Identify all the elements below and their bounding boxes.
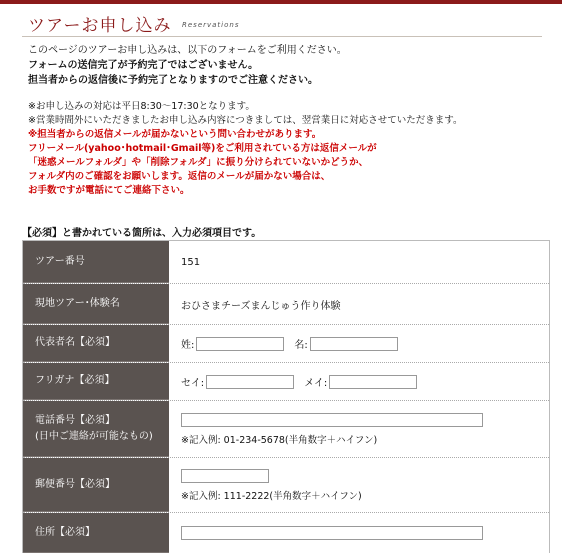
row-rep-name <box>23 325 549 363</box>
address-input[interactable] <box>181 526 483 540</box>
row-postal <box>23 458 549 513</box>
header-divider <box>22 36 542 37</box>
furigana-label: フリガナ【必須】 <box>23 363 169 400</box>
tour-number-value: 151 <box>181 256 201 268</box>
postal-hint: ※記入例: 111-2222(半角数字＋ハイフン) <box>181 490 362 502</box>
notes-block <box>28 100 548 198</box>
intro-line-3: 担当者からの返信後に予約完了となりますのでご注意ください。 <box>28 75 318 86</box>
note-hours: ※お申し込みの対応は平日8:30〜17:30となります。 <box>28 101 255 112</box>
tour-name-value: おひさまチーズまんじゅう作り体験 <box>181 300 341 312</box>
first-name-kana-input[interactable] <box>329 375 417 389</box>
warning-line-4: フォルダ内のご確認をお願いします。返信のメールが届かない場合は、 <box>28 171 331 182</box>
top-accent-bar <box>0 0 562 4</box>
phone-input[interactable] <box>181 413 483 427</box>
intro-text <box>28 43 548 88</box>
warning-line-1: ※担当者からの返信メールが届かないという問い合わせがあります。 <box>28 129 322 140</box>
address-label: 住所【必須】 <box>23 513 169 553</box>
last-name-input[interactable] <box>196 337 284 351</box>
first-name-input[interactable] <box>310 337 398 351</box>
row-tour-number <box>23 241 549 284</box>
note-after-hours: ※営業時間外にいただきましたお申し込み内容につきましては、翌営業日に対応させていただきます。 <box>28 115 463 126</box>
reservation-form <box>22 240 550 553</box>
tour-name-label: 現地ツアー･体験名 <box>23 284 169 324</box>
intro-line-2: フォームの送信完了が予約完了ではございません。 <box>28 60 259 71</box>
page-title: ツアーお申し込み <box>28 16 172 36</box>
mei-kana-label: メイ: <box>304 378 328 389</box>
row-furigana <box>23 363 549 401</box>
tour-number-label: ツアー番号 <box>23 241 169 283</box>
row-phone <box>23 401 549 458</box>
warning-line-2: フリーメール(yahoo･hotmail･Gmail等)をご利用されている方は返信メールが <box>28 143 377 154</box>
phone-hint: ※記入例: 01-234-5678(半角数字＋ハイフン) <box>181 434 378 446</box>
row-tour-name <box>23 284 549 325</box>
sei-kana-label: セイ: <box>181 378 205 389</box>
page-subtitle: Reservations <box>182 21 240 29</box>
phone-label: 電話番号【必須】 <box>35 414 115 426</box>
last-name-kana-input[interactable] <box>206 375 294 389</box>
sei-label: 姓: <box>181 340 195 351</box>
mei-label: 名: <box>294 340 308 351</box>
row-address <box>23 513 549 553</box>
phone-sublabel: (日中ご連絡が可能なもの) <box>35 430 153 442</box>
warning-line-5: お手数ですが電話にてご連絡下さい。 <box>28 185 190 196</box>
postal-label: 郵便番号【必須】 <box>23 458 169 512</box>
rep-name-label: 代表者名【必須】 <box>23 325 169 362</box>
warning-line-3: 「迷惑メールフォルダ」や「削除フォルダ」に振り分けられていないかどうか、 <box>28 157 369 168</box>
intro-line-1: このページのツアーお申し込みは、以下のフォームをご利用ください。 <box>28 45 347 56</box>
postal-code-input[interactable] <box>181 469 269 483</box>
page-header <box>22 11 542 35</box>
required-note: 【必須】と書かれている箇所は、入力必須項目です。 <box>22 228 262 239</box>
